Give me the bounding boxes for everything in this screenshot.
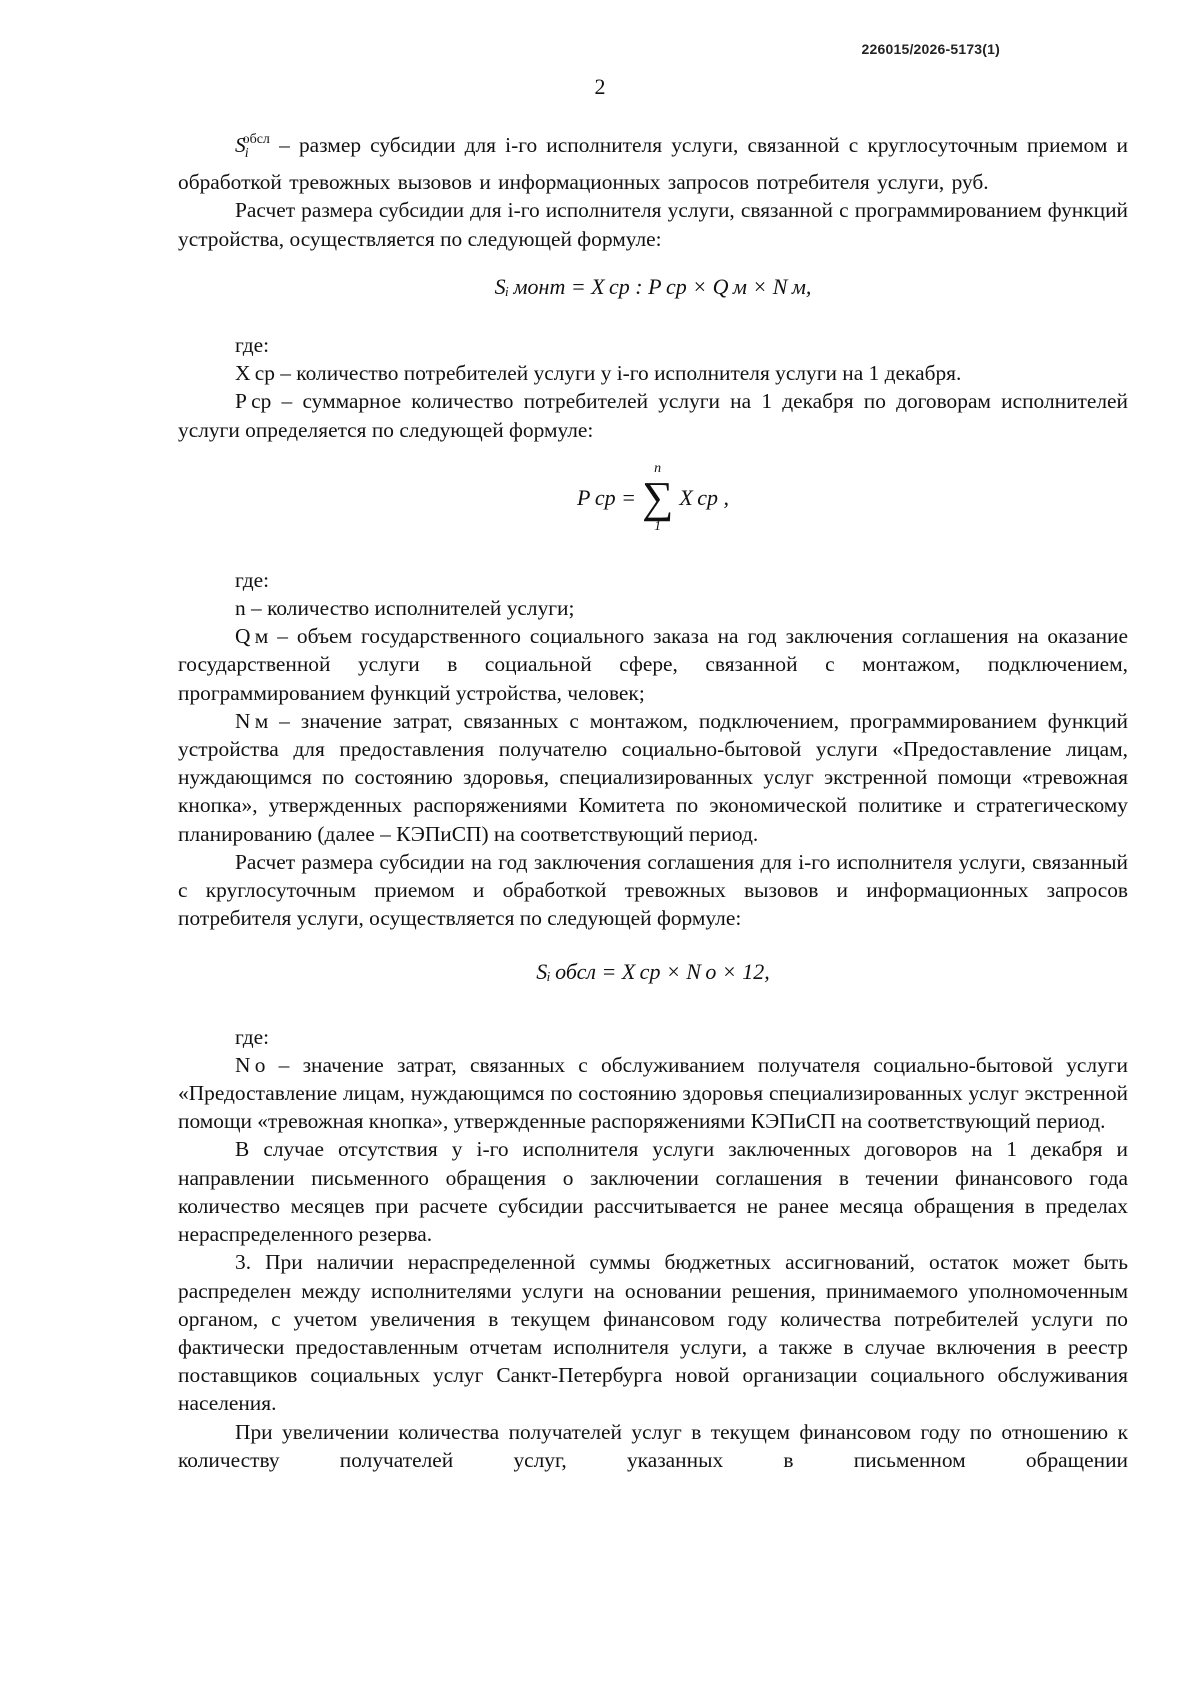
symbol-s: S: [235, 133, 246, 157]
sigma-operator: [642, 461, 673, 535]
paragraph-calc-service: Расчет размера субсидии на год заключения соглашения для i-го исполнителя услуги, связанный с круглосуточным приемом и обработкой тревожных вызовов и информационных запросов потребителя услуги, осуществляется по следующей формуле:: [178, 849, 1128, 931]
formula-p-sr-sum: [178, 460, 1128, 536]
symbol-s-subscript: i: [244, 146, 249, 161]
where-label-3: где:: [235, 1024, 270, 1049]
paragraph-increase-recipients: При увеличении количества получателей услуг в текущем финансовом году по отношению к количеству получателей услуг, указанных в письменном обращении: [178, 1419, 1128, 1472]
paragraph-definition-n-m: N м – значение затрат, связанных с монтажом, подключением, программированием функций устройства для предоставления получателю социально-бытовой услуги «Предоставление лицам, нуждающимся по состоянию здоровья, специализированных услуг экстренной помощи «тревожная кнопка», утвержденных распоряжениями Комитета по экономической политике и стратегическому планированию (далее – КЭПиСП) на соответствующий период.: [178, 708, 1128, 846]
paragraph-calc-programming: Расчет размера субсидии для i-го исполнителя услуги, связанной с программированием функций устройства, осуществляется по следующей формуле:: [178, 198, 1128, 251]
where-label-2: где:: [235, 567, 270, 592]
where-label-1: где:: [235, 333, 270, 358]
paragraph-definition-p-sr: P ср – суммарное количество потребителей услуги на 1 декабря по договорам исполнителей услуги определяется по следующей формуле:: [178, 389, 1128, 442]
paragraph-definition-x-sr: X ср – количество потребителей услуги у i-го исполнителя услуги на 1 декабря.: [235, 361, 962, 386]
document-body: [178, 126, 1128, 1474]
formula-sum-left: P ср =: [577, 484, 636, 510]
paragraph-point-3: 3. При наличии нераспределенной суммы бюджетных ассигнований, остаток может быть распределен между исполнителями услуги на основании решения, принимаемого уполномоченным органом, с учетом увеличения в текущем финансовом году количества потребителей услуги по фактически предоставленным отчетам исполнителя услуги, а также в случае включения в реестр поставщиков социальных услуг Санкт-Петербурга новой организации социального обслуживания населения.: [178, 1250, 1128, 1416]
paragraph-no-contracts: В случае отсутствия у i-го исполнителя услуги заключенных договоров на 1 декабря и направлении письменного обращения о заключении соглашения в течении финансового года количество месяцев при расчете субсидии рассчитывается не ранее месяца обращения в пределах нераспределенного резерва.: [178, 1137, 1128, 1247]
sigma-upper-limit: n: [654, 460, 662, 476]
sigma-lower-limit: 1: [654, 518, 662, 534]
formula-s-mont: Sᵢ монт = X ср : P ср × Q м × N м,: [494, 273, 812, 299]
document-number: 226015/2026-5173(1): [861, 41, 1000, 57]
paragraph-definition-n-o: N о – значение затрат, связанных с обслуживанием получателя социально-бытовой услуги «Предоставление лицам, нуждающимся по состоянию здоровья специализированных услуг экстренной помощи «тревожная кнопка», утвержденные распоряжениями КЭПиСП на соответствующий период.: [178, 1052, 1128, 1134]
formula-sum-right: X ср ,: [679, 484, 729, 510]
sigma-symbol: ∑: [641, 472, 674, 522]
paragraph-definition-s-obsl-text: – размер субсидии для i-го исполнителя услуги, связанной с круглосуточным приемом и обработкой тревожных вызовов и информационных запросов потребителя услуги, руб.: [178, 133, 1128, 195]
page-number: 2: [594, 74, 606, 99]
paragraph-definition-n: n – количество исполнителей услуги;: [235, 596, 575, 621]
symbol-s-superscript: обсл: [242, 132, 270, 147]
paragraph-definition-s-obsl: [178, 126, 1128, 196]
paragraph-definition-q-m: Q м – объем государственного социального заказа на год заключения соглашения на оказание государственной услуги в социальной сфере, связанной с монтажом, подключением, программированием функций устройства, человек;: [178, 624, 1128, 705]
formula-s-obsl: Sᵢ обсл = X ср × N о × 12,: [536, 959, 770, 985]
